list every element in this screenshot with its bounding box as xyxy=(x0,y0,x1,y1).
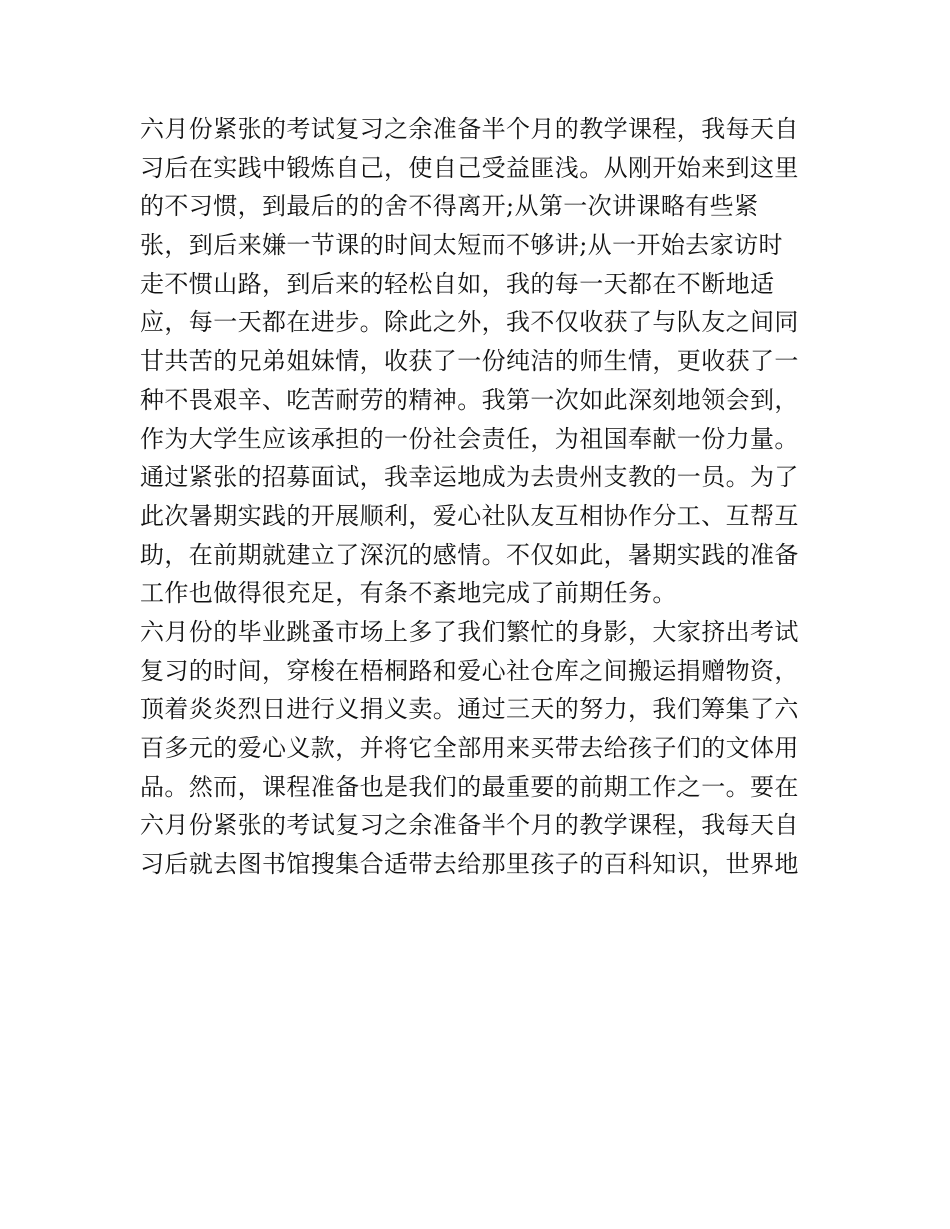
text-line: 六月份紧张的考试复习之余准备半个月的教学课程，我每天自 xyxy=(140,115,799,143)
text-line: 助，在前期就建立了深沉的感情。不仅如此，暑期实践的准备 xyxy=(140,540,799,569)
text-line: 应，每一天都在进步。除此之外，我不仅收获了与队友之间同 xyxy=(140,308,799,337)
text-line: 甘共苦的兄弟姐妹情，收获了一份纯洁的师生情，更收获了一 xyxy=(140,347,799,376)
text-line: 工作也做得很充足，有条不紊地完成了前期任务。 xyxy=(140,579,677,608)
text-line: 百多元的爱心义款，并将它全部用来买带去给孩子们的文体用 xyxy=(140,734,799,762)
text-line: 张，到后来嫌一节课的时间太短而不够讲;从一开始去家访时 xyxy=(140,231,783,260)
text-line: 种不畏艰辛、吃苦耐劳的精神。我第一次如此深刻地领会到， xyxy=(140,385,799,414)
text-line: 此次暑期实践的开展顺利，爱心社队友互相协作分工、互帮互 xyxy=(140,501,799,530)
text-line: 习后在实践中锻炼自己，使自己受益匪浅。从刚开始来到这里 xyxy=(140,153,799,182)
text-line: 走不惯山路，到后来的轻松自如，我的每一天都在不断地适 xyxy=(140,269,775,298)
text-line: 顶着炎炎烈日进行义捐义卖。通过三天的努力，我们筹集了六 xyxy=(140,695,799,724)
text-line: 六月份的毕业跳蚤市场上多了我们繁忙的身影，大家挤出考试 xyxy=(140,617,799,646)
text-line: 六月份紧张的考试复习之余准备半个月的教学课程，我每天自 xyxy=(140,811,799,840)
text-line: 习后就去图书馆搜集合适带去给那里孩子的百科知识，世界地 xyxy=(140,850,799,879)
text-line: 通过紧张的招募面试，我幸运地成为去贵州支教的一员。为了 xyxy=(140,463,799,492)
text-line: 作为大学生应该承担的一份社会责任，为祖国奉献一份力量。 xyxy=(140,424,799,453)
document-body xyxy=(140,110,820,884)
text-line: 品。然而，课程准备也是我们的最重要的前期工作之一。要在 xyxy=(140,772,799,801)
text-line: 复习的时间，穿梭在梧桐路和爱心社仓库之间搬运捐赠物资， xyxy=(140,656,799,685)
text-line: 的不习惯，到最后的的舍不得离开;从第一次讲课略有些紧 xyxy=(140,192,759,221)
